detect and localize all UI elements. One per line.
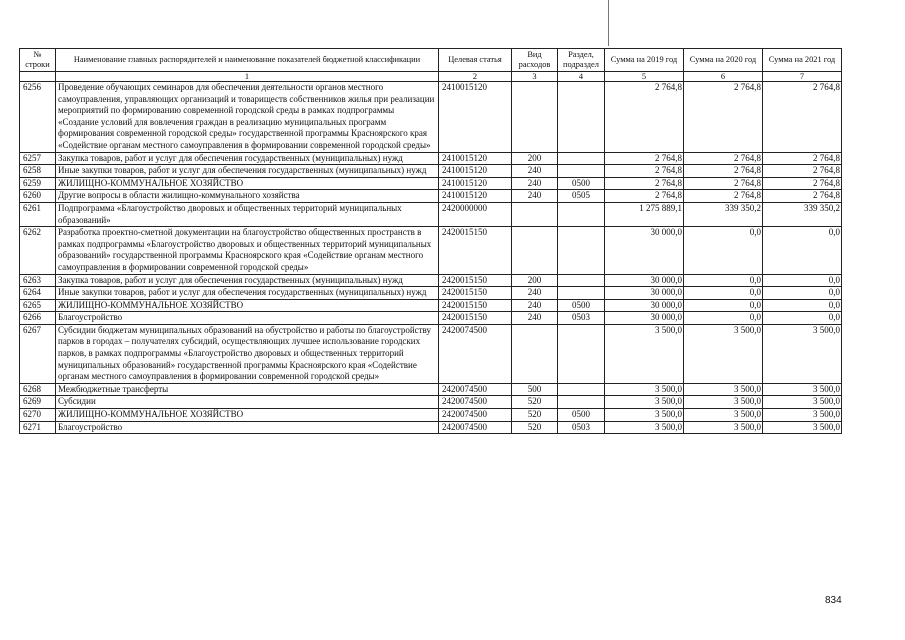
section-code: 0500	[558, 177, 605, 190]
target-article: 2420074500	[439, 409, 512, 422]
sum-2020: 0,0	[684, 287, 763, 300]
sum-2021: 339 350,2	[763, 202, 842, 226]
row-number: 6265	[20, 299, 56, 312]
sum-2021: 0,0	[763, 274, 842, 287]
sum-2019: 3 500,0	[605, 324, 684, 383]
row-name: Закупка товаров, работ и услуг для обеспечения государственных (муниципальных) нужд	[56, 274, 439, 287]
row-number: 6266	[20, 312, 56, 325]
header-sum-2021: Сумма на 2021 год	[763, 49, 842, 72]
column-number: 4	[558, 72, 605, 82]
section-code	[558, 227, 605, 274]
table-row	[20, 202, 842, 226]
row-name: Закупка товаров, работ и услуг для обеспечения государственных (муниципальных) нужд	[56, 152, 439, 165]
row-number: 6262	[20, 227, 56, 274]
header-name: Наименование главных распорядителей и наименование показателей бюджетной классификации	[56, 49, 439, 72]
expense-type: 240	[512, 287, 558, 300]
header-target-article: Целевая статья	[439, 49, 512, 72]
row-number: 6267	[20, 324, 56, 383]
target-article: 2420074500	[439, 396, 512, 409]
target-article: 2420015150	[439, 227, 512, 274]
expense-type: 200	[512, 152, 558, 165]
header-expense-type: Вид расходов	[512, 49, 558, 72]
sum-2021: 3 500,0	[763, 409, 842, 422]
table-row	[20, 152, 842, 165]
sum-2020: 2 764,8	[684, 165, 763, 178]
table-row	[20, 324, 842, 383]
table-row	[20, 409, 842, 422]
column-number: 7	[763, 72, 842, 82]
scan-margin-line	[608, 0, 609, 46]
sum-2021: 2 764,8	[763, 190, 842, 203]
table-row	[20, 165, 842, 178]
row-name: Иные закупки товаров, работ и услуг для обеспечения государственных (муниципальных) нужд	[56, 165, 439, 178]
expense-type: 240	[512, 312, 558, 325]
section-code	[558, 202, 605, 226]
sum-2020: 3 500,0	[684, 409, 763, 422]
section-code	[558, 324, 605, 383]
expense-type: 500	[512, 383, 558, 396]
sum-2019: 30 000,0	[605, 274, 684, 287]
table-row	[20, 177, 842, 190]
expense-type	[512, 324, 558, 383]
sum-2021: 2 764,8	[763, 82, 842, 153]
row-name: ЖИЛИЩНО-КОММУНАЛЬНОЕ ХОЗЯЙСТВО	[56, 177, 439, 190]
row-number: 6269	[20, 396, 56, 409]
row-name: Благоустройство	[56, 312, 439, 325]
section-code	[558, 165, 605, 178]
sum-2020: 3 500,0	[684, 383, 763, 396]
table-body	[20, 82, 842, 434]
sum-2020: 3 500,0	[684, 396, 763, 409]
sum-2021: 3 500,0	[763, 383, 842, 396]
sum-2019: 1 275 889,1	[605, 202, 684, 226]
page-number: 834	[825, 595, 842, 606]
header-sum-2019: Сумма на 2019 год	[605, 49, 684, 72]
row-name: ЖИЛИЩНО-КОММУНАЛЬНОЕ ХОЗЯЙСТВО	[56, 299, 439, 312]
sum-2021: 2 764,8	[763, 165, 842, 178]
sum-2021: 2 764,8	[763, 177, 842, 190]
column-number: 5	[605, 72, 684, 82]
row-number: 6258	[20, 165, 56, 178]
expense-type	[512, 202, 558, 226]
table-row	[20, 190, 842, 203]
table-row	[20, 299, 842, 312]
row-number: 6260	[20, 190, 56, 203]
expense-type: 520	[512, 409, 558, 422]
sum-2021: 3 500,0	[763, 421, 842, 434]
expense-type: 240	[512, 190, 558, 203]
section-code: 0503	[558, 421, 605, 434]
sum-2021: 0,0	[763, 299, 842, 312]
sum-2019: 3 500,0	[605, 383, 684, 396]
row-name: Субсидии бюджетам муниципальных образований на обустройство и работы по благоустройству парков в городах – получателях субсидий, осуществляющих лучшее использование городских парков, в рамках подпрограммы «Благоустройство дворовых и общественных территорий муниципальных образований» государственной программы Красноярского края «Содействие органам местного самоуправления в формировании современной городской среды»	[56, 324, 439, 383]
column-number: 6	[684, 72, 763, 82]
expense-type: 200	[512, 274, 558, 287]
target-article: 2410015120	[439, 177, 512, 190]
budget-table	[19, 48, 842, 434]
row-number: 6257	[20, 152, 56, 165]
sum-2020: 2 764,8	[684, 152, 763, 165]
section-code	[558, 274, 605, 287]
sum-2021: 3 500,0	[763, 396, 842, 409]
row-number: 6256	[20, 82, 56, 153]
sum-2019: 3 500,0	[605, 396, 684, 409]
expense-type: 520	[512, 421, 558, 434]
row-name: Благоустройство	[56, 421, 439, 434]
expense-type: 240	[512, 165, 558, 178]
sum-2019: 30 000,0	[605, 299, 684, 312]
target-article: 2420015150	[439, 312, 512, 325]
sum-2019: 2 764,8	[605, 152, 684, 165]
sum-2021: 0,0	[763, 287, 842, 300]
expense-type: 240	[512, 177, 558, 190]
row-name: Иные закупки товаров, работ и услуг для обеспечения государственных (муниципальных) нужд	[56, 287, 439, 300]
sum-2019: 2 764,8	[605, 165, 684, 178]
header-row-number: № строки	[20, 49, 56, 72]
target-article: 2420074500	[439, 324, 512, 383]
sum-2020: 2 764,8	[684, 177, 763, 190]
sum-2019: 30 000,0	[605, 312, 684, 325]
column-number: 3	[512, 72, 558, 82]
column-number: 2	[439, 72, 512, 82]
target-article: 2420015150	[439, 274, 512, 287]
target-article: 2420000000	[439, 202, 512, 226]
sum-2019: 30 000,0	[605, 287, 684, 300]
table-row	[20, 396, 842, 409]
target-article: 2420015150	[439, 287, 512, 300]
target-article: 2420015150	[439, 299, 512, 312]
table-row	[20, 421, 842, 434]
section-code: 0503	[558, 312, 605, 325]
target-article: 2420074500	[439, 421, 512, 434]
table-row	[20, 312, 842, 325]
section-code	[558, 287, 605, 300]
sum-2021: 3 500,0	[763, 324, 842, 383]
sum-2020: 0,0	[684, 299, 763, 312]
table-row	[20, 383, 842, 396]
section-code	[558, 152, 605, 165]
section-code	[558, 82, 605, 153]
row-name: Межбюджетные трансферты	[56, 383, 439, 396]
sum-2019: 2 764,8	[605, 82, 684, 153]
table-row	[20, 287, 842, 300]
expense-type	[512, 82, 558, 153]
table-row	[20, 274, 842, 287]
sum-2020: 339 350,2	[684, 202, 763, 226]
sum-2020: 2 764,8	[684, 82, 763, 153]
table-row	[20, 227, 842, 274]
header-row	[20, 49, 842, 72]
sum-2019: 3 500,0	[605, 421, 684, 434]
row-name: Разработка проектно-сметной документации на благоустройство общественных пространств в рамках подпрограммы «Благоустройство дворовых и общественных территорий муниципальных образований» государственной программы Красноярского края «Содействие органам местного самоуправления в формировании современной городской среды»	[56, 227, 439, 274]
row-number: 6263	[20, 274, 56, 287]
target-article: 2410015120	[439, 190, 512, 203]
target-article: 2410015120	[439, 82, 512, 153]
header-section: Раздел, подраздел	[558, 49, 605, 72]
section-code	[558, 383, 605, 396]
column-number-row	[20, 72, 842, 82]
row-name: Подпрограмма «Благоустройство дворовых и общественных территорий муниципальных образований»	[56, 202, 439, 226]
sum-2021: 2 764,8	[763, 152, 842, 165]
sum-2020: 0,0	[684, 274, 763, 287]
column-number	[20, 72, 56, 82]
row-name: Проведение обучающих семинаров для обеспечения деятельности органов местного самоуправления, управляющих организаций и товариществ собственников жилья при реализации мероприятий по формированию современной городской среды в рамках подпрограммы «Создание условий для вовлечения граждан в реализацию муниципальных программ формирования современной городской среды» государственной программы Красноярского края «Содействие органам местного самоуправления в формировании современной городской среды»	[56, 82, 439, 153]
sum-2020: 2 764,8	[684, 190, 763, 203]
sum-2019: 2 764,8	[605, 190, 684, 203]
sum-2019: 30 000,0	[605, 227, 684, 274]
row-name: ЖИЛИЩНО-КОММУНАЛЬНОЕ ХОЗЯЙСТВО	[56, 409, 439, 422]
row-number: 6270	[20, 409, 56, 422]
sum-2020: 0,0	[684, 312, 763, 325]
row-name: Другие вопросы в области жилищно-коммунального хозяйства	[56, 190, 439, 203]
sum-2019: 3 500,0	[605, 409, 684, 422]
target-article: 2420074500	[439, 383, 512, 396]
sum-2021: 0,0	[763, 227, 842, 274]
row-number: 6259	[20, 177, 56, 190]
row-name: Субсидии	[56, 396, 439, 409]
row-number: 6261	[20, 202, 56, 226]
section-code	[558, 396, 605, 409]
expense-type: 240	[512, 299, 558, 312]
sum-2020: 3 500,0	[684, 421, 763, 434]
expense-type: 520	[512, 396, 558, 409]
target-article: 2410015120	[439, 152, 512, 165]
table-row	[20, 82, 842, 153]
header-sum-2020: Сумма на 2020 год	[684, 49, 763, 72]
row-number: 6264	[20, 287, 56, 300]
column-number: 1	[56, 72, 439, 82]
row-number: 6268	[20, 383, 56, 396]
expense-type	[512, 227, 558, 274]
target-article: 2410015120	[439, 165, 512, 178]
sum-2020: 3 500,0	[684, 324, 763, 383]
section-code: 0505	[558, 190, 605, 203]
section-code: 0500	[558, 299, 605, 312]
row-number: 6271	[20, 421, 56, 434]
sum-2021: 0,0	[763, 312, 842, 325]
section-code: 0500	[558, 409, 605, 422]
sum-2020: 0,0	[684, 227, 763, 274]
sum-2019: 2 764,8	[605, 177, 684, 190]
